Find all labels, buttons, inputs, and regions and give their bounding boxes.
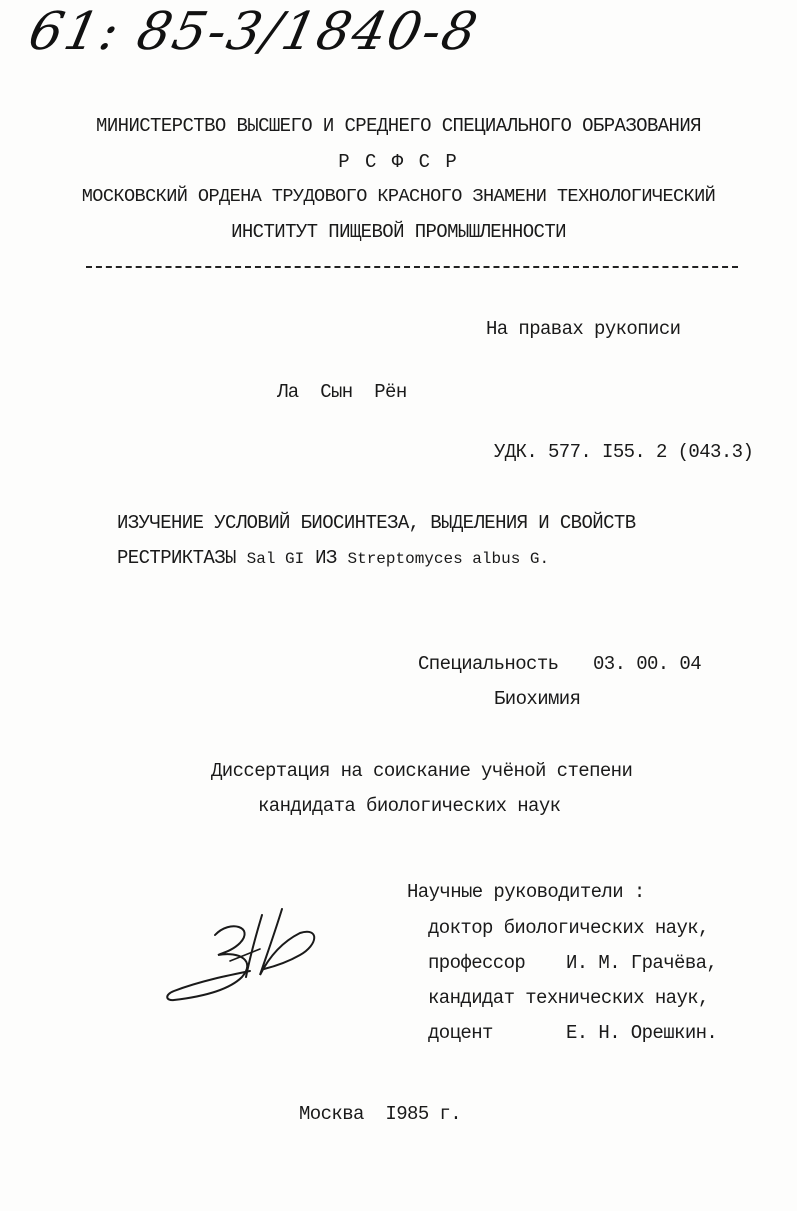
city-year: Москва I985 г. (299, 1103, 462, 1125)
supervisor1-degree: доктор биологических наук, (428, 917, 709, 939)
title-line2 (117, 546, 549, 571)
supervisor2-title: доцент (428, 1022, 493, 1044)
title-line2-prefix: РЕСТРИКТАЗЫ (117, 547, 236, 569)
specialty-label: Специальность (418, 653, 559, 675)
dissertation-line2: кандидата биологических наук (258, 795, 561, 817)
institute-heading-line1: МОСКОВСКИЙ ОРДЕНА ТРУДОВОГО КРАСНОГО ЗНАМЕНИ ТЕХНОЛОГИЧЕСКИЙ (81, 186, 716, 207)
republic-heading: Р С Ф С Р (338, 151, 459, 173)
title-line1: ИЗУЧЕНИЕ УСЛОВИЙ БИОСИНТЕЗА, ВЫДЕЛЕНИЯ И СВОЙСТВ (117, 512, 636, 534)
specialty-name: Биохимия (494, 688, 581, 710)
header-divider (86, 266, 738, 268)
dissertation-line1: Диссертация на соискание учёной степени (211, 760, 633, 782)
supervisor2-degree: кандидат технических наук, (428, 987, 709, 1009)
supervisor2-name: Е. Н. Орешкин. (566, 1022, 718, 1044)
author-name: Ла Сын Рён (277, 381, 407, 403)
manuscript-rights: На правах рукописи (486, 318, 681, 340)
supervisor1-title: профессор (428, 952, 526, 974)
specialty-code: 03. 00. 04 (593, 653, 702, 675)
title-line2-from: ИЗ (315, 547, 337, 569)
handwritten-catalog-number: 61: 85-3/1840-8 (23, 2, 484, 62)
supervisors-label: Научные руководители : (407, 881, 645, 903)
udk-code: УДК. 577. I55. 2 (043.3) (494, 441, 754, 463)
handwritten-signature (160, 905, 330, 1015)
supervisor1-name: И. М. Грачёва, (566, 952, 718, 974)
organism-name: Streptomyces albus G. (347, 550, 550, 568)
institute-heading-line2: ИНСТИТУТ ПИЩЕВОЙ ПРОМЫШЛЕННОСТИ (231, 221, 566, 243)
enzyme-name: Sal GI (246, 550, 305, 568)
ministry-heading: МИНИСТЕРСТВО ВЫСШЕГО И СРЕДНЕГО СПЕЦИАЛЬНОГО ОБРАЗОВАНИЯ (96, 115, 701, 137)
